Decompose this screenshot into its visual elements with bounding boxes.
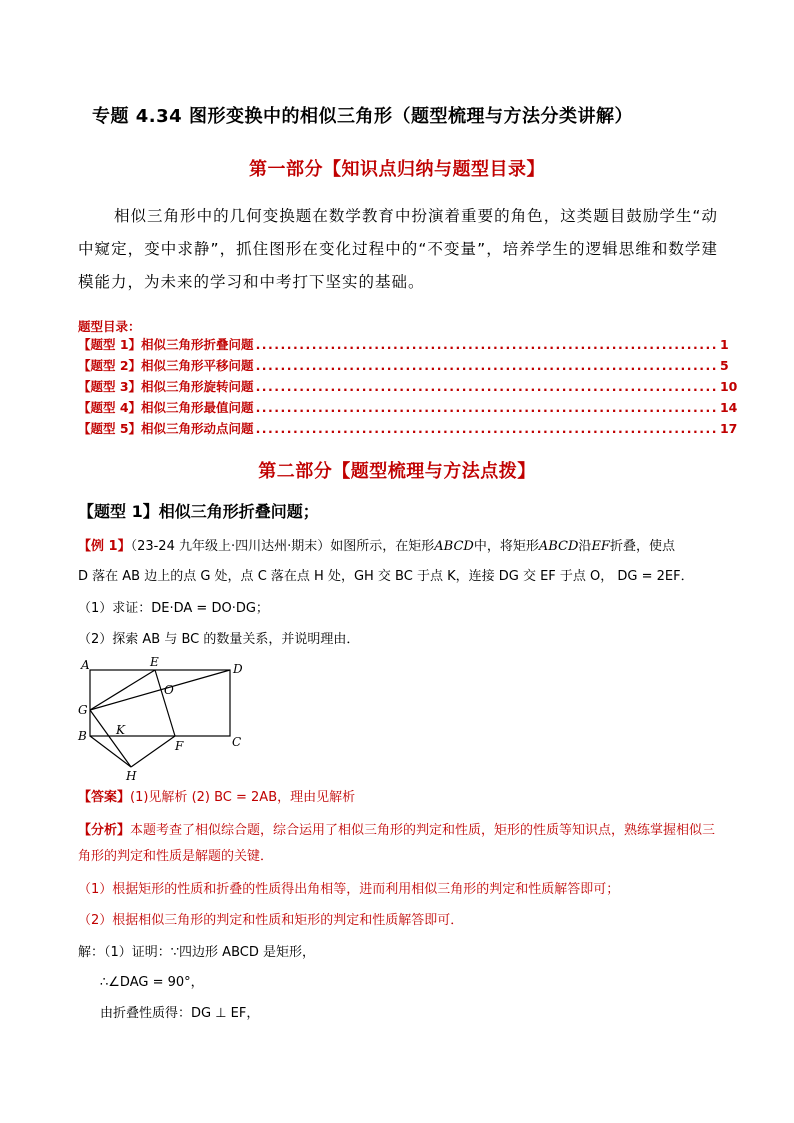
figure-svg <box>78 656 258 786</box>
label-b: B <box>78 729 87 743</box>
analysis-paragraph <box>78 818 718 870</box>
toc-item-page: 5 <box>719 358 729 373</box>
example-line-1 <box>78 537 718 557</box>
example-abcd-1: ABCD <box>434 539 474 554</box>
type1-heading: 【题型 1】相似三角形折叠问题； <box>78 502 319 521</box>
toc-item-label: 【题型 2】相似三角形平移问题 <box>78 358 254 373</box>
toc-item-label: 【题型 4】相似三角形最值问题 <box>78 400 254 415</box>
toc-item-page: 10 <box>719 379 738 394</box>
toc-item[interactable] <box>78 356 729 377</box>
example-ef: EF <box>591 539 610 554</box>
toc-label: 题型目录： <box>78 319 141 334</box>
analysis-point-2: （2）根据相似三角形的判定和性质和矩形的判定和性质解答即可． <box>78 913 464 928</box>
part2-heading: 第二部分【题型梳理与方法点拨】 <box>258 461 536 482</box>
analysis-point-1: （1）根据矩形的性质和折叠的性质得出角相等，进而利用相似三角形的判定和性质解答即可； <box>78 882 620 897</box>
toc-item-page: 14 <box>719 400 738 415</box>
segment-ef <box>155 670 175 736</box>
example-tag: 【例 1】 <box>78 539 131 554</box>
geometry-figure <box>78 656 258 786</box>
solution-line-2: ∴∠DAG = 90°， <box>100 975 204 990</box>
toc-item[interactable] <box>78 377 738 398</box>
segment-ge <box>90 670 155 710</box>
intro-paragraph: 相似三角形中的几何变换题在数学教育中扮演着重要的角色，这类题目鼓励学生“动中窥定，变中求静”，抓住图形在变化过程中的“不变量”，培养学生的逻辑思维和数学建模能力，为未来的学习和中考打下坚实的基础。 <box>78 207 718 291</box>
answer-text: (1)见解析 (2) BC = 2AB，理由见解析 <box>130 790 356 805</box>
example-text-4: 折叠，使点 <box>609 539 675 554</box>
question-2: （2）探索 AB 与 BC 的数量关系，并说明理由． <box>78 632 360 647</box>
label-g: G <box>78 703 88 717</box>
segment-gh <box>90 710 131 767</box>
example-abcd-2: ABCD <box>538 539 579 554</box>
label-c: C <box>232 735 242 749</box>
toc-leader: .......................................................................... <box>255 358 718 373</box>
example-text-3: 沿 <box>578 539 592 554</box>
example-text-2: 中，将矩形 <box>473 539 539 554</box>
label-d: D <box>233 662 243 676</box>
toc-leader: .......................................................................... <box>255 379 718 394</box>
answer-tag: 【答案】 <box>78 790 131 805</box>
toc-item[interactable] <box>78 419 738 440</box>
segment-bh <box>90 736 131 767</box>
label-o: O <box>164 683 174 697</box>
answer-line <box>78 788 718 808</box>
toc-item-label: 【题型 5】相似三角形动点问题 <box>78 421 254 436</box>
toc-item[interactable] <box>78 398 738 419</box>
label-e: E <box>150 655 159 669</box>
analysis-text: 本题考查了相似综合题，综合运用了相似三角形的判定和性质，矩形的性质等知识点，熟练掌握相似三角形的判定和性质是解题的关键． <box>78 823 716 864</box>
toc-leader: .......................................................................... <box>255 421 718 436</box>
toc-leader: .......................................................................... <box>255 400 718 415</box>
toc-item-label: 【题型 3】相似三角形旋转问题 <box>78 379 254 394</box>
label-k: K <box>116 723 125 737</box>
toc-item[interactable] <box>78 335 729 356</box>
toc-leader: .......................................................................... <box>255 337 718 352</box>
label-f: F <box>175 739 184 753</box>
table-of-contents <box>78 335 738 440</box>
label-a: A <box>81 658 90 672</box>
toc-item-page: 1 <box>719 337 729 352</box>
question-1: （1）求证：DE·DA = DO·DG； <box>78 601 269 616</box>
segment-hf <box>131 736 175 767</box>
toc-item-label: 【题型 1】相似三角形折叠问题 <box>78 337 254 352</box>
solution-line-1: 解：（1）证明：∵四边形 ABCD 是矩形， <box>78 945 315 960</box>
label-h: H <box>126 769 137 783</box>
part1-heading: 第一部分【知识点归纳与题型目录】 <box>249 159 545 180</box>
segment-dg <box>90 670 230 710</box>
rectangle-abcd <box>90 670 230 736</box>
document-title: 专题 4.34 图形变换中的相似三角形（题型梳理与方法分类讲解） <box>92 106 633 127</box>
solution-line-3: 由折叠性质得：DG ⊥ EF， <box>100 1006 260 1021</box>
example-line-2: D 落在 AB 边上的点 G 处，点 C 落在点 H 处，GH 交 BC 于点 K，连接 DG 交 EF 于点 O， DG = 2EF． <box>78 569 694 584</box>
example-text-1: 如图所示，在矩形 <box>330 539 435 554</box>
analysis-tag: 【分析】 <box>78 823 131 838</box>
toc-item-page: 17 <box>719 421 738 436</box>
example-source: （23-24 九年级上·四川达州·期末） <box>130 539 331 554</box>
